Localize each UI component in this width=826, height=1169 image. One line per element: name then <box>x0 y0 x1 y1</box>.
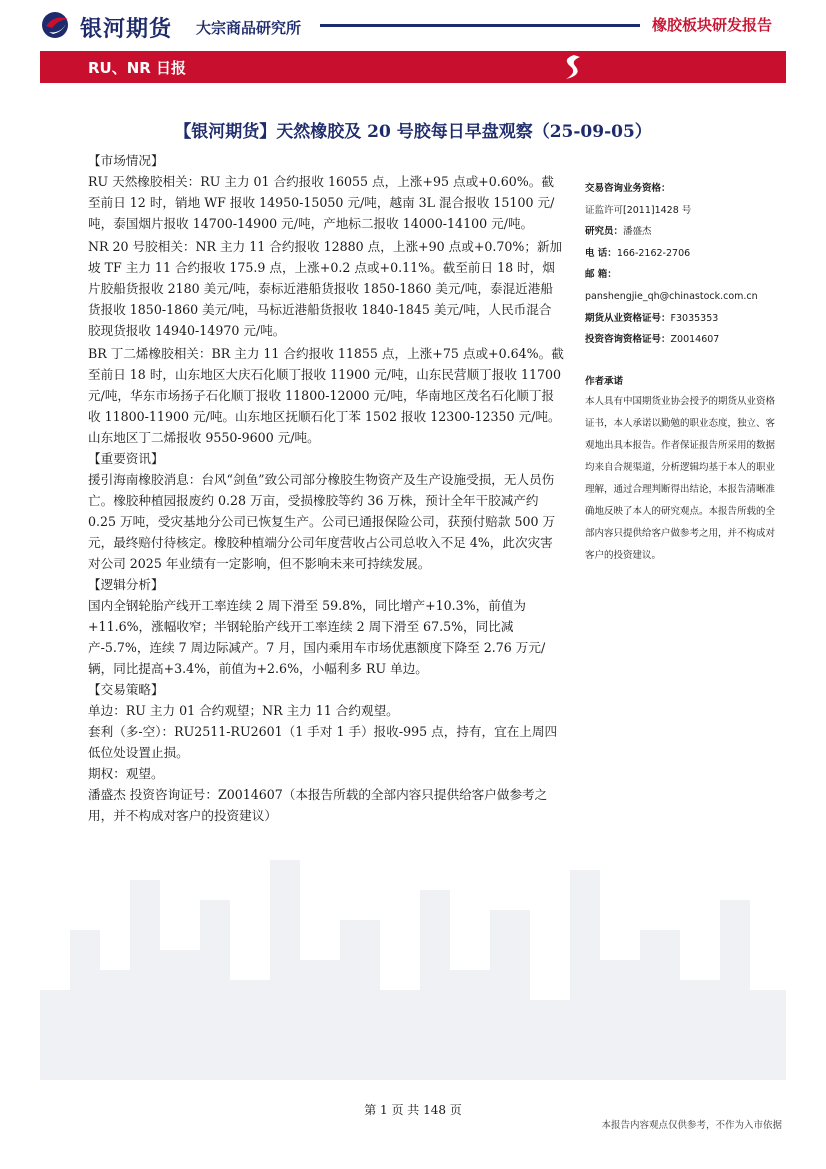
invest-cert-row <box>585 329 785 351</box>
report-title: 【银河期货】天然橡胶及 20 号胶每日早盘观察（25-09-05） <box>174 122 652 142</box>
researcher-label: 研究员： <box>585 226 624 238</box>
strategy-options: 期权：观望。 <box>88 766 164 781</box>
invest-cert-value: Z0014607 <box>670 334 720 346</box>
galaxy-logo-icon <box>40 10 74 40</box>
pledge-heading: 作者承诺 <box>585 376 624 387</box>
futures-cert-row <box>585 308 785 330</box>
section-heading-strategy: 【交易策略】 <box>88 682 164 697</box>
researcher-row <box>585 221 785 243</box>
qualification-label: 交易咨询业务资格： <box>585 183 671 194</box>
invest-cert-label: 投资咨询资格证号： <box>585 334 671 346</box>
pledge-text: 本人具有中国期货业协会授予的期货从业资格证书，本人承诺以勤勉的职业态度，独立、客观地出具本报告。作者保证报告所采用的数据均来自合规渠道，分析逻辑均基于本人的职业理解，通过合理判断得出结论，本报告清晰准确地反映了本人的研究观点。本报告所载的全部内容只提供给客户做参考之用，并不构成对客户的投资建议。 <box>585 396 776 561</box>
email-label: 邮 箱： <box>585 269 617 281</box>
email-value: panshengjie_qh@chinastock.com.cn <box>585 290 758 302</box>
section-heading-news: 【重要资讯】 <box>88 451 164 466</box>
page-number: 第 1 页 共 148 页 <box>364 1103 462 1117</box>
market-para-nr: NR 20 号胶相关：NR 主力 11 合约报收 12880 点，上涨+90 点或+0.70%；新加坡 TF 主力 11 合约报收 175.9 点，上涨+0.2 点或+0.11%。截至前日 18 时，烟片胶船货报收 2180 美元/吨，泰标近港船货报收 1850-1860 美元/吨，泰混近港船货报收 1850-1860 美元/吨，马标近港船货报收 1840-1845 美元/吨，人民币混合胶现货报收 14940-14970 元/吨。 <box>88 239 563 338</box>
logic-para: 国内全钢轮胎产线开工率连续 2 周下滑至 59.8%，同比增产+10.3%，前值为+11.6%，涨幅收窄；半钢轮胎产线开工率连续 2 周下滑至 67.5%，同比减产-5.7%，连续 7 周边际减产。7 月，国内乘用车市场优惠额度下降至 2.76 万元/辆，同比提高+3.4%，前值为+2.6%，小幅利多 RU 单边。 <box>88 598 546 676</box>
swoosh-icon <box>552 51 592 83</box>
banner-label: RU、NR 日报 <box>88 59 187 77</box>
phone-value: 166-2162-2706 <box>616 247 691 259</box>
main-content <box>88 150 564 826</box>
report-type: 橡胶板块研发报告 <box>652 16 773 34</box>
qualification-value: 证监许可[2011]1428 号 <box>585 204 692 216</box>
strategy-single: 单边：RU 主力 01 合约观望；NR 主力 11 合约观望。 <box>88 703 399 718</box>
news-para: 援引海南橡胶消息：台风“剑鱼”致公司部分橡胶生物资产及生产设施受损，无人员伤亡。橡胶种植园报废约 0.28 万亩，受损橡胶等约 36 万株，预计全年干胶减产约 0.25 万吨，受灾基地分公司已恢复生产。公司已通报保险公司，获预付赔款 500 万元，最终赔付待核定。橡胶种植端分公司年度营收占公司总收入不足 4%，此次灾害对公司 2025 年业绩有一定影响，但不影响未来可持续发展。 <box>88 472 556 571</box>
footer-disclaimer: 本报告内容观点仅供参考，不作为入市依据 <box>601 1120 782 1131</box>
strategy-arbitrage: 套利（多-空）：RU2511-RU2601（1 手对 1 手）报收-995 点，持有，宜在上周四低位处设置止损。 <box>88 724 558 760</box>
skyline-watermark <box>40 840 786 1080</box>
market-para-ru: RU 天然橡胶相关：RU 主力 01 合约报收 16055 点，上涨+95 点或+0.60%。截至前日 12 时，销地 WF 报收 14950-15050 元/吨，越南 3L 混合报收 15100 元/吨，泰国烟片报收 14700-14900 元/吨，产地标二报收 14000-14100 元/吨。 <box>88 174 555 231</box>
brand-name: 银河期货 <box>80 17 173 42</box>
section-heading-logic: 【逻辑分析】 <box>88 577 164 592</box>
analyst-signature: 潘盛杰 投资咨询证号：Z0014607（本报告所载的全部内容只提供给客户做参考之用，并不构成对客户的投资建议） <box>88 787 548 823</box>
section-heading-market: 【市场情况】 <box>88 153 164 168</box>
market-para-br: BR 丁二烯橡胶相关：BR 主力 11 合约报收 11855 点，上涨+75 点或+0.64%。截至前日 18 时，山东地区大庆石化顺丁报收 11900 元/吨，山东民营顺丁报收 11700 元/吨，华东市场扬子石化顺丁报收 11800-12000 元/吨，华南地区茂名石化顺丁报收 11800-11900 元/吨。山东地区抚顺石化丁苯 1502 报收 12300-12350 元/吨。山东地区丁二烯报收 9550-9600 元/吨。 <box>88 346 564 445</box>
phone-row <box>585 243 785 265</box>
researcher-name: 潘盛杰 <box>623 226 652 238</box>
analyst-sidebar <box>585 178 785 351</box>
futures-cert-label: 期货从业资格证号： <box>585 312 671 324</box>
phone-label: 电 话： <box>585 247 617 259</box>
futures-cert-value: F3035353 <box>670 312 719 324</box>
department-name: 大宗商品研究所 <box>196 19 302 37</box>
header-rule <box>320 24 640 27</box>
